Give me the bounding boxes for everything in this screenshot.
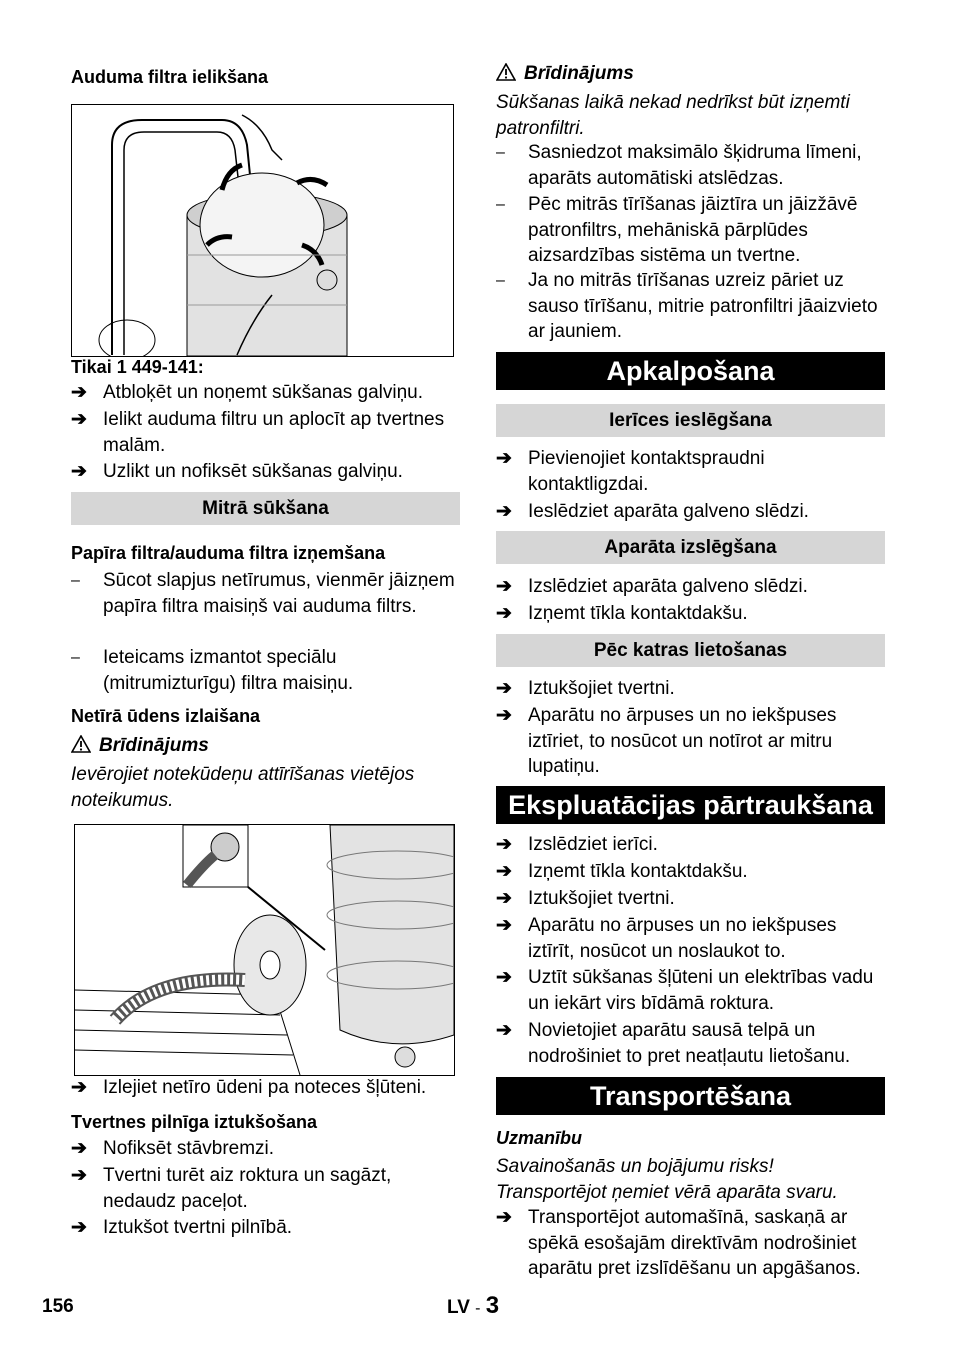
section-bar-switch-on: Ierīces ieslēgšana [496, 404, 885, 437]
dash-bullet: – [496, 144, 505, 161]
list-item: ➔ Ielikt auduma filtru un aplocīt ap tvertnes malām. [71, 409, 445, 456]
arrow-icon: ➔ [496, 888, 512, 909]
heading-drain: Netīrā ūdens izlaišana [71, 706, 261, 726]
section-bar-after-use: Pēc katras lietošanas [496, 634, 885, 667]
list-item: ➔ Pievienojiet kontaktspraudni kontaktligzdai. [496, 448, 765, 495]
drain-warning-text: Ievērojiet notekūdeņu attīrīšanas vietējos noteikumus. [71, 764, 415, 811]
section-interrupt-operation: Ekspluatācijas pārtraukšana [496, 786, 885, 824]
arrow-icon: ➔ [496, 1020, 512, 1041]
arrow-icon: ➔ [496, 576, 512, 597]
list-item: ➔ Iztukšot tvertni pilnībā. [71, 1215, 460, 1241]
list-item: ➔ Aparātu no ārpuses un no iekšpuses iztīriet, to nosūcot un notīrot ar mitru lupatiņu. [496, 705, 837, 777]
arrow-icon: ➔ [71, 1138, 87, 1159]
dash-bullet: – [71, 572, 80, 589]
arrow-icon: ➔ [496, 501, 512, 522]
arrow-icon: ➔ [71, 382, 87, 403]
arrow-icon: ➔ [71, 1077, 87, 1098]
arrow-icon: ➔ [496, 1207, 512, 1228]
list-item: – Sūcot slapjus netīrumus, vienmēr jāizņem papīra filtra maisiņš vai auduma filtrs. [71, 570, 455, 617]
figure-drain-hose [74, 824, 455, 1076]
list-item: ➔ Uzlikt un nofiksēt sūkšanas galviņu. [71, 459, 460, 485]
list-item: ➔ Ieslēdziet aparāta galveno slēdzi. [496, 499, 885, 525]
section-operation: Apkalpošana [496, 352, 885, 390]
page-number: 156 [42, 1296, 74, 1317]
arrow-icon: ➔ [496, 448, 512, 469]
list-item: – Sasniedzot maksimālo šķidruma līmeni, aparāts automātiski atslēdzas. [496, 142, 862, 189]
dash-bullet: – [496, 272, 505, 289]
dash-bullet: – [71, 649, 80, 666]
list-item: – Ja no mitrās tīrīšanas uzreiz pāriet uz sauso tīrīšanu, mitrie patronfiltri jāaizvieto ar jauniem. [496, 270, 878, 342]
heading-empty-tank: Tvertnes pilnīga iztukšošana [71, 1112, 318, 1132]
list-item: ➔ Transportējot automašīnā, saskaņā ar spēkā esošajām direktīvām nodrošiniet aparātu pret izslīdēšanu un apgāšanos. [496, 1207, 861, 1279]
arrow-icon: ➔ [496, 678, 512, 699]
caution-heading: Uzmanību [496, 1128, 583, 1148]
arrow-icon: ➔ [496, 834, 512, 855]
list-item: – Ieteicams izmantot speciālu (mitrumizturīgu) filtra maisiņu. [71, 647, 354, 694]
warning-triangle-icon [71, 735, 91, 753]
caution-text: Savainošanās un bojājumu risks! Transportējot ņemiet vērā aparāta svaru. [496, 1156, 838, 1203]
arrow-icon: ➔ [71, 461, 87, 482]
arrow-icon: ➔ [71, 409, 87, 430]
list-item: ➔ Izslēdziet aparāta galveno slēdzi. [496, 574, 885, 600]
warning-heading: Brīdinājums [71, 735, 209, 757]
warning-text: Sūkšanas laikā nekad nedrīkst būt izņemti patronfiltri. [496, 92, 850, 139]
list-item: ➔ Uztīt sūkšanas šļūteni un elektrības vadu un iekārt virs bīdāmā roktura. [496, 967, 874, 1014]
list-item: ➔ Izlejiet netīro ūdeni pa noteces šļūteni. [71, 1075, 460, 1101]
list-item: ➔ Nofiksēt stāvbremzi. [71, 1136, 460, 1162]
dash-bullet: – [496, 196, 505, 213]
list-item: ➔ Atbloķēt un noņemt sūkšanas galviņu. [71, 380, 460, 406]
section-transport: Transportēšana [496, 1077, 885, 1115]
figure-fabric-filter [71, 104, 454, 357]
heading-remove-filter: Papīra filtra/auduma filtra izņemšana [71, 543, 386, 563]
list-item: ➔ Izņemt tīkla kontaktdakšu. [496, 859, 885, 885]
drain-hose-illustration [75, 825, 454, 1075]
section-bar-switch-off: Aparāta izslēgšana [496, 531, 885, 564]
list-item: ➔ Iztukšojiet tvertni. [496, 886, 885, 912]
arrow-icon: ➔ [496, 603, 512, 624]
arrow-icon: ➔ [71, 1217, 87, 1238]
arrow-icon: ➔ [496, 915, 512, 936]
page-language-label: LV - 3 [447, 1292, 500, 1319]
warning-heading: Brīdinājums [496, 63, 634, 85]
fabric-filter-illustration [72, 105, 453, 356]
list-item: ➔ Aparātu no ārpuses un no iekšpuses iztīrīt, nosūcot un noslaukot to. [496, 915, 837, 962]
list-item: ➔ Izslēdziet ierīci. [496, 832, 885, 858]
warning-triangle-icon [496, 63, 516, 81]
list-item: ➔ Iztukšojiet tvertni. [496, 676, 885, 702]
section-bar-wet-suction: Mitrā sūkšana [71, 492, 460, 525]
arrow-icon: ➔ [496, 861, 512, 882]
arrow-icon: ➔ [71, 1165, 87, 1186]
heading-only-for: Tikai 1 449-141: [71, 357, 204, 377]
heading-fabric-filter-insert: Auduma filtra ielikšana [71, 67, 269, 87]
arrow-icon: ➔ [496, 967, 512, 988]
list-item: ➔ Novietojiet aparātu sausā telpā un nodrošiniet to pret neatļautu lietošanu. [496, 1020, 851, 1067]
list-item: ➔ Izņemt tīkla kontaktdakšu. [496, 601, 885, 627]
list-item: – Pēc mitrās tīrīšanas jāiztīra un jāizžāvē patronfiltrs, mehāniskā pārplūdes aizsardzības sistēma un tvertne. [496, 194, 858, 266]
arrow-icon: ➔ [496, 705, 512, 726]
list-item: ➔ Tvertni turēt aiz roktura un sagāzt, nedaudz paceļot. [71, 1165, 392, 1212]
